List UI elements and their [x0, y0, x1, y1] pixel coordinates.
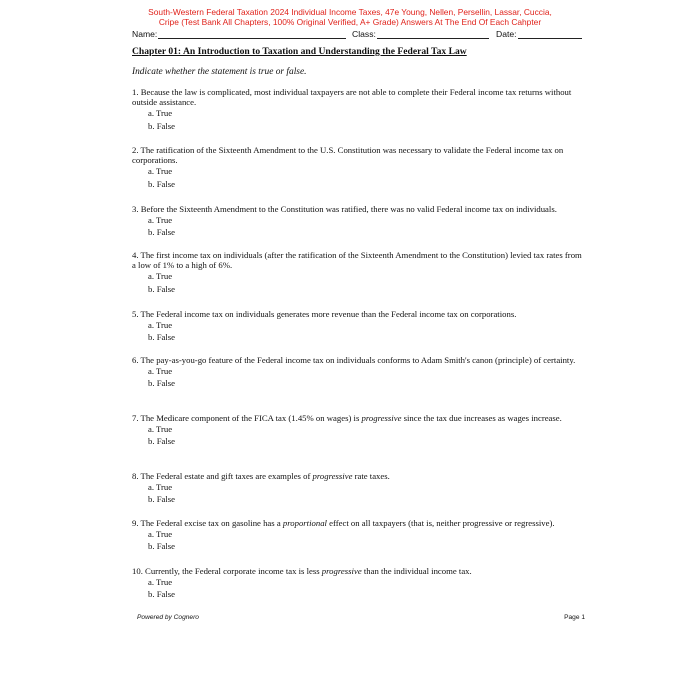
question-item	[132, 145, 587, 190]
question-emphasis: progressive	[321, 566, 362, 576]
question-item	[132, 413, 587, 448]
question-item	[132, 87, 587, 132]
question-text-segment: 1. Because the law is complicated, most individual taxpayers are not able to complete their Federal income tax returns without outside assistance.	[132, 87, 572, 108]
name-field	[132, 29, 346, 39]
question-text-segment: since the tax due increases as wages increase.	[401, 413, 562, 423]
question-text-segment: 4. The first income tax on individuals (after the ratification of the Sixteenth Amendment to the Constitution) levied tax rates from a low of 1% to a high of 6%.	[132, 250, 582, 271]
name-label: Name:	[132, 29, 158, 39]
option-false: b. False	[148, 378, 176, 389]
option-true: a. True	[148, 108, 173, 119]
question-text-segment: 2. The ratification of the Sixteenth Amendment to the U.S. Constitution was necessary to validate the Federal income tax on corporations.	[132, 145, 564, 166]
question-text	[132, 518, 587, 528]
option-true: a. True	[148, 366, 173, 377]
powered-by-footer: Powered by Cognero	[137, 614, 199, 621]
question-text-segment: 8. The Federal estate and gift taxes are examples of	[132, 471, 313, 481]
question-item	[132, 518, 587, 553]
question-text	[132, 413, 587, 423]
question-item	[132, 355, 587, 390]
question-text-segment: 7. The Medicare component of the FICA tax (1.45% on wages) is	[132, 413, 362, 423]
question-item	[132, 566, 587, 601]
question-text-segment: 3. Before the Sixteenth Amendment to the Constitution was ratified, there was no valid Federal income tax on individuals.	[132, 204, 557, 214]
question-text-segment: 10. Currently, the Federal corporate income tax is less	[132, 566, 322, 576]
question-item	[132, 309, 587, 344]
class-line	[377, 29, 489, 39]
option-false: b. False	[148, 541, 176, 552]
question-text	[132, 204, 587, 214]
question-emphasis: progressive	[312, 471, 353, 481]
question-text	[132, 87, 587, 107]
question-text-segment: 5. The Federal income tax on individuals generates more revenue than the Federal income tax on corporations.	[132, 309, 517, 319]
option-true: a. True	[148, 271, 173, 282]
question-text	[132, 471, 587, 481]
date-line	[518, 29, 582, 39]
option-true: a. True	[148, 215, 173, 226]
question-item	[132, 204, 587, 239]
question-text	[132, 566, 587, 576]
date-field	[496, 29, 582, 39]
option-false: b. False	[148, 494, 176, 505]
question-text	[132, 250, 587, 270]
option-false: b. False	[148, 589, 176, 600]
question-text-segment: than the individual income tax.	[361, 566, 472, 576]
question-text-segment: rate taxes.	[352, 471, 390, 481]
name-line	[158, 29, 346, 39]
question-text	[132, 355, 587, 365]
question-item	[132, 250, 587, 295]
page-number: Page 1	[564, 614, 585, 621]
question-emphasis: progressive	[361, 413, 402, 423]
instruction-text: Indicate whether the statement is true or false.	[132, 67, 307, 77]
student-info-row	[132, 29, 584, 41]
option-false: b. False	[148, 178, 176, 189]
header-title-line-2: Cripe (Test Bank All Chapters, 100% Original Verified, A+ Grade) Answers At The End Of Each Cahpter	[158, 17, 542, 27]
header-title	[120, 7, 580, 27]
option-false: b. False	[148, 283, 176, 294]
option-false: b. False	[148, 120, 176, 131]
option-true: a. True	[148, 577, 173, 588]
question-text	[132, 145, 587, 165]
option-false: b. False	[148, 332, 176, 343]
date-label: Date:	[496, 29, 517, 39]
class-field	[352, 29, 489, 39]
question-text-segment: 6. The pay-as-you-go feature of the Federal income tax on individuals conforms to Adam Smith's canon (principle) of certainty.	[132, 355, 576, 365]
option-true: a. True	[148, 166, 173, 177]
question-item	[132, 471, 587, 506]
option-true: a. True	[148, 424, 173, 435]
header-title-line-1: South-Western Federal Taxation 2024 Individual Income Taxes, 47e Young, Nellen, Persellin, Lassar, Cuccia,	[148, 7, 552, 17]
question-text-segment: 9. The Federal excise tax on gasoline has a	[132, 518, 283, 528]
question-emphasis: proportional	[282, 518, 327, 528]
option-true: a. True	[148, 482, 173, 493]
option-false: b. False	[148, 436, 176, 447]
question-text	[132, 309, 587, 319]
question-text-segment: effect on all taxpayers (that is, neither progressive or regressive).	[326, 518, 555, 528]
option-false: b. False	[148, 227, 176, 238]
class-label: Class:	[352, 29, 376, 39]
chapter-title: Chapter 01: An Introduction to Taxation and Understanding the Federal Tax Law	[132, 46, 467, 57]
option-true: a. True	[148, 320, 173, 331]
option-true: a. True	[148, 529, 173, 540]
